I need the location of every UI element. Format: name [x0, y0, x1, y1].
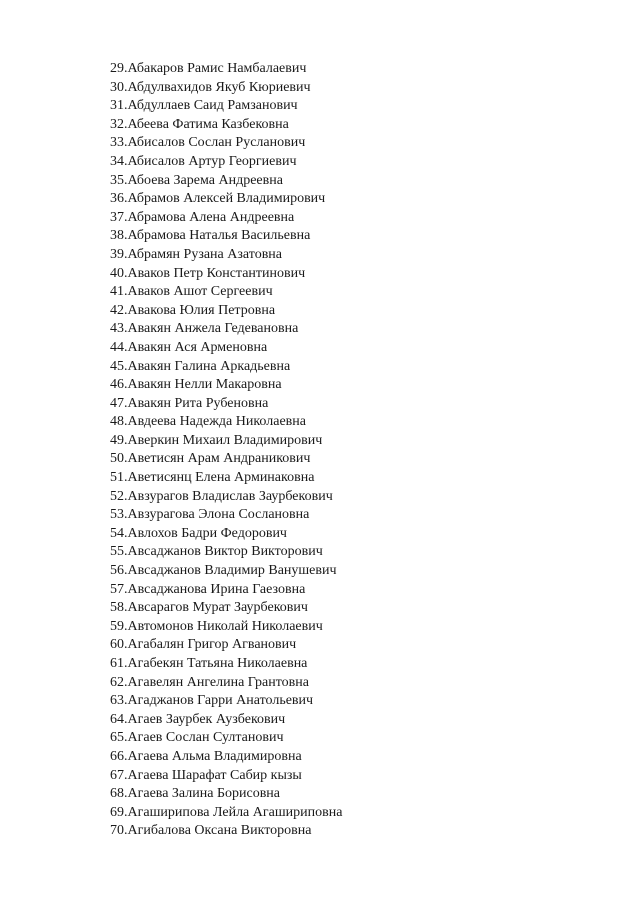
list-item: [110, 432, 342, 451]
person-name: Авакян Галина Аркадьевна: [127, 358, 291, 374]
item-number: 67.: [110, 767, 128, 783]
list-item: [110, 488, 342, 507]
list-item: [110, 97, 342, 116]
list-item: [110, 60, 342, 79]
list-item: [110, 265, 342, 284]
item-number: 48.: [110, 414, 128, 430]
name-list: [110, 60, 342, 841]
item-number: 29.: [110, 61, 128, 76]
item-number: 53.: [110, 507, 128, 523]
list-item: [110, 581, 342, 600]
list-item: [110, 358, 342, 377]
list-item: [110, 711, 342, 730]
person-name: Авакян Ася Арменовна: [127, 339, 268, 355]
list-item: [110, 320, 342, 339]
list-item: [110, 469, 342, 488]
person-name: Агаширипова Лейла Агашириповна: [127, 804, 343, 820]
item-number: 56.: [110, 563, 128, 579]
item-number: 64.: [110, 711, 128, 727]
person-name: Абисалов Артур Георгиевич: [127, 153, 297, 169]
list-item: [110, 599, 342, 618]
item-number: 58.: [110, 600, 128, 616]
list-item: [110, 822, 342, 841]
list-item: [110, 506, 342, 525]
list-item: [110, 767, 342, 786]
item-number: 66.: [110, 748, 128, 764]
item-number: 59.: [110, 618, 128, 634]
person-name: Абрамова Наталья Васильевна: [127, 228, 311, 244]
list-item: [110, 209, 342, 228]
item-number: 49.: [110, 432, 128, 448]
person-name: Аветисян Арам Андраникович: [127, 451, 311, 467]
person-name: Абакаров Рамис Намбалаевич: [127, 61, 307, 76]
list-item: [110, 116, 342, 135]
list-item: [110, 283, 342, 302]
list-item: [110, 655, 342, 674]
list-item: [110, 246, 342, 265]
person-name: Абоева Зарема Андреевна: [127, 172, 283, 188]
item-number: 32.: [110, 116, 128, 132]
person-name: Агибалова Оксана Викторовна: [127, 823, 312, 839]
item-number: 61.: [110, 656, 128, 671]
item-number: 65.: [110, 730, 128, 746]
list-item: [110, 692, 342, 711]
item-number: 39.: [110, 246, 128, 262]
list-item: [110, 302, 342, 321]
list-item: [110, 525, 342, 544]
person-name: Абдуллаев Саид Рамзанович: [127, 98, 298, 114]
item-number: 57.: [110, 581, 128, 597]
item-number: 69.: [110, 804, 128, 820]
list-item: [110, 153, 342, 172]
person-name: Авдеева Надежда Николаевна: [127, 414, 306, 430]
list-item: [110, 543, 342, 562]
list-item: [110, 450, 342, 469]
item-number: 41.: [110, 284, 128, 300]
person-name: Агаджанов Гарри Анатольевич: [127, 693, 314, 709]
list-item: [110, 729, 342, 748]
person-name: Авзурагов Владислав Заурбекович: [127, 488, 333, 504]
person-name: Абрамова Алена Андреевна: [127, 209, 295, 225]
list-item: [110, 748, 342, 767]
item-number: 35.: [110, 172, 128, 188]
item-number: 54.: [110, 525, 128, 541]
person-name: Абдулвахидов Якуб Кюриевич: [127, 79, 311, 95]
item-number: 36.: [110, 191, 128, 207]
item-number: 55.: [110, 544, 128, 560]
person-name: Абрамов Алексей Владимирович: [127, 191, 326, 207]
item-number: 60.: [110, 637, 128, 653]
person-name: Аверкин Михаил Владимирович: [127, 432, 323, 448]
item-number: 33.: [110, 135, 128, 151]
person-name: Аваков Ашот Сергеевич: [127, 284, 273, 300]
person-name: Агавелян Ангелина Грантовна: [127, 674, 309, 690]
list-item: [110, 134, 342, 153]
item-number: 42.: [110, 302, 128, 318]
list-item: [110, 227, 342, 246]
list-item: [110, 562, 342, 581]
item-number: 70.: [110, 823, 128, 839]
list-item: [110, 376, 342, 395]
item-number: 34.: [110, 153, 128, 169]
list-item: [110, 618, 342, 637]
item-number: 45.: [110, 358, 128, 374]
list-item: [110, 190, 342, 209]
person-name: Авакян Нелли Макаровна: [127, 377, 282, 393]
item-number: 46.: [110, 377, 128, 393]
list-item: [110, 804, 342, 823]
list-item: [110, 172, 342, 191]
item-number: 30.: [110, 79, 128, 95]
item-number: 51.: [110, 470, 128, 486]
list-item: [110, 413, 342, 432]
person-name: Абеева Фатима Казбековна: [127, 116, 289, 132]
person-name: Аваков Петр Константинович: [127, 265, 306, 281]
person-name: Агаева Залина Борисовна: [127, 786, 281, 802]
list-item: [110, 79, 342, 98]
item-number: 63.: [110, 693, 128, 709]
item-number: 31.: [110, 98, 128, 114]
person-name: Авакова Юлия Петровна: [127, 302, 276, 318]
person-name: Автомонов Николай Николаевич: [127, 618, 323, 634]
list-item: [110, 395, 342, 414]
item-number: 62.: [110, 674, 128, 690]
item-number: 40.: [110, 265, 128, 281]
person-name: Авакян Рита Рубеновна: [127, 395, 269, 411]
list-item: [110, 339, 342, 358]
person-name: Агаев Сослан Султанович: [127, 730, 284, 746]
item-number: 47.: [110, 395, 128, 411]
item-number: 43.: [110, 321, 128, 337]
list-item: [110, 785, 342, 804]
item-number: 44.: [110, 339, 128, 355]
item-number: 52.: [110, 488, 128, 504]
item-number: 50.: [110, 451, 128, 467]
person-name: Агаева Альма Владимировна: [127, 748, 302, 764]
item-number: 38.: [110, 228, 128, 244]
item-number: 68.: [110, 786, 128, 802]
person-name: Авакян Анжела Гедевановна: [127, 321, 299, 337]
person-name: Авзурагова Элона Сослановна: [127, 507, 310, 523]
person-name: Агаева Шарафат Сабир кызы: [127, 767, 302, 783]
person-name: Авсаджанова Ирина Гаезовна: [127, 581, 306, 597]
list-item: [110, 636, 342, 655]
item-number: 37.: [110, 209, 128, 225]
list-item: [110, 674, 342, 693]
person-name: Авсаджанов Владимир Ванушевич: [127, 563, 337, 579]
person-name: Агабекян Татьяна Николаевна: [127, 656, 308, 671]
person-name: Агаев Заурбек Аузбекович: [127, 711, 286, 727]
person-name: Агабалян Григор Агванович: [127, 637, 297, 653]
person-name: Аветисянц Елена Арминаковна: [127, 470, 315, 486]
person-name: Абрамян Рузана Азатовна: [127, 246, 283, 262]
person-name: Авлохов Бадри Федорович: [127, 525, 287, 541]
person-name: Авсарагов Мурат Заурбекович: [127, 600, 308, 616]
person-name: Авсаджанов Виктор Викторович: [127, 544, 323, 560]
person-name: Абисалов Сослан Русланович: [127, 135, 306, 151]
